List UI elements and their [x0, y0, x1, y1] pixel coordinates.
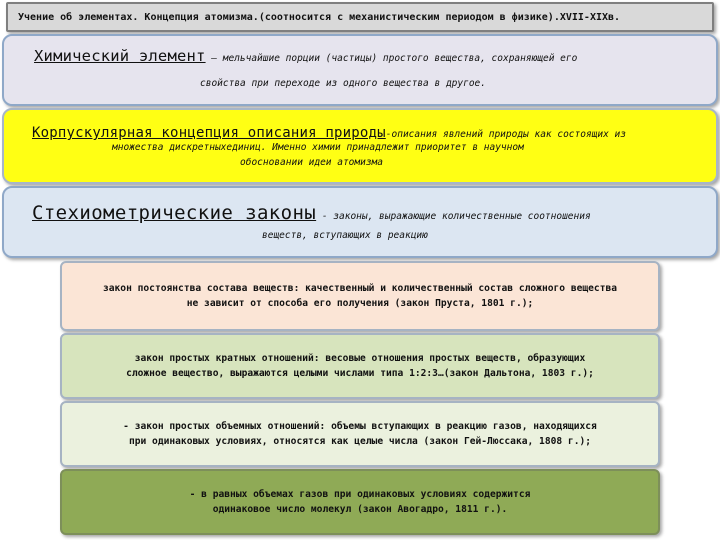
corpuscular-concept-def-1: -описания явлений природы как состоящих из: [385, 129, 626, 140]
law-proust-line-2: не зависит от способа его получения (закон Пруста, 1801 г.);: [186, 298, 534, 309]
chemical-element-block: [2, 34, 718, 106]
stoichiometric-laws-block: [2, 186, 718, 258]
law-avogadro-line-2: одинаковое число молекул (закон Авогадро, 1811 г.).: [212, 504, 508, 515]
corpuscular-concept-term: Корпускулярная концепция описания природы: [32, 125, 386, 141]
law-dalton-line-2: сложное вещество, выражаются целыми числами типа 1:2:3…(закон Дальтона, 1803 г.);: [126, 368, 594, 379]
corpuscular-concept-def-3: обосновании идеи атомизма: [240, 157, 383, 168]
header-text: Учение об элементах. Концепция атомизма.(соотносится с механистическим периодом в физике).XVII-XIXв.: [18, 11, 621, 23]
stoichiometric-laws-def-2: веществ, вступающих в реакцию: [262, 230, 428, 241]
law-gay-lussac-line-2: при одинаковых условиях, относятся как целые числа (закон Гей-Люссака, 1808 г.);: [128, 436, 592, 447]
law-avogadro-line-1: - в равных объемах газов при одинаковых условиях содержится: [189, 489, 531, 500]
stoichiometric-laws-def-1: - законы, выражающие количественные соотношения: [316, 211, 591, 222]
chemical-element-term: Химический элемент: [34, 47, 206, 65]
law-dalton-box: [60, 333, 660, 399]
chemical-element-def-2: свойства при переходе из одного вещества в другое.: [200, 78, 486, 89]
law-avogadro-box: [60, 469, 660, 535]
corpuscular-concept-def-2: множества дискретныхединиц. Именно химии принадлежит приоритет в научном: [112, 142, 524, 153]
law-gay-lussac-box: [60, 401, 660, 467]
law-proust-line-1: закон постоянства состава веществ: качественный и количественный состав сложного вещества: [102, 283, 618, 294]
law-gay-lussac-line-1: - закон простых объемных отношений: объемы вступающих в реакцию газов, находящихся: [123, 421, 597, 432]
header-box: [6, 2, 714, 32]
chemical-element-def-1: – мельчайшие порции (частицы) простого вещества, сохраняющей его: [205, 53, 578, 64]
stoichiometric-laws-term: Стехиометрические законы: [32, 202, 317, 224]
corpuscular-concept-block: [2, 108, 718, 184]
law-dalton-line-1: закон простых кратных отношений: весовые отношения простых веществ, образующих: [134, 353, 586, 364]
law-proust-box: [60, 261, 660, 331]
